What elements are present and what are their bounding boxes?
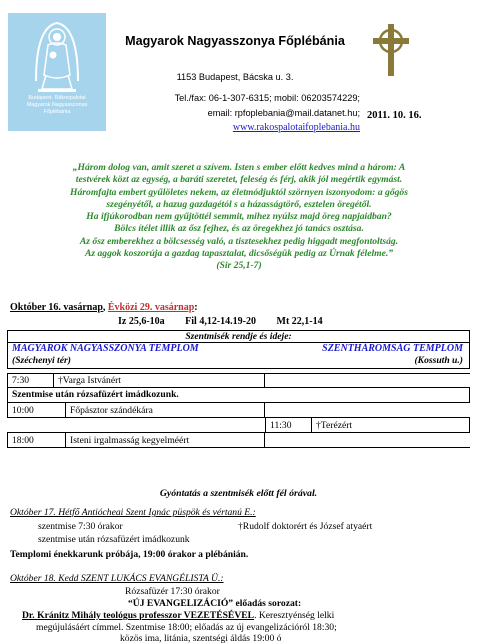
monday-intention: †Rudolf doktorért és József atyaért xyxy=(238,521,373,532)
quote-line: Az aggok koszorúja a gazdag tapasztalat, dicsőségük pedig az Úrnak félelme.” xyxy=(84,248,394,260)
sunday-date: Október 16. vasárnap xyxy=(10,302,103,313)
lecture-line-2: megújulásáért címmel. Szentmise 18:00; előadás az új evangelizációról 18:30; xyxy=(36,622,337,633)
quote-line: Az ősz emberekhez a bölcsesség való, a tisztesekhez pedig higgadt megfontoltság. xyxy=(79,235,399,247)
mass-schedule-table xyxy=(7,330,470,448)
parish-logo xyxy=(8,13,106,131)
quote-line: „Három dolog van, amit szeret a szívem. Isten s ember előtt kedves mind a három: A xyxy=(72,162,406,173)
quote-line: Ha ifjúkorodban nem gyűjtöttél semmit, mihez nyúlsz majd öreg napjaidban? xyxy=(86,211,392,223)
mass-intention: †Varga Istvánért xyxy=(53,374,265,387)
mass-time: 10:00 xyxy=(7,403,65,417)
monday-mass: szentmise 7:30 órakor xyxy=(38,521,123,532)
bulletin-date: 2011. 10. 16. xyxy=(367,110,422,121)
mass-time: 7:30 xyxy=(7,374,53,387)
tuesday-rosary: Rózsafüzér 17:30 órakor xyxy=(125,586,220,597)
mass-intention: Főpásztor szándékára xyxy=(65,403,265,417)
reading-second: Fil 4,12-14.19-20 xyxy=(185,316,256,327)
cross-icon xyxy=(367,22,415,78)
website-link[interactable]: www.rakospalotaifoplebania.hu xyxy=(232,122,360,133)
lecturer-name: Dr. Kránitz Mihály teológus professzor VEZETÉSÉVEL xyxy=(22,610,255,621)
email-line: email: rpfoplebania@mail.datanet.hu; xyxy=(207,108,360,118)
tuesday-heading: Október 18. Kedd SZENT LUKÁCS EVANGÉLISTA Ü.: xyxy=(10,573,224,584)
church-left-name: MAGYAROK NAGYASSZONYA TEMPLOM xyxy=(12,343,199,354)
confession-note: Gyóntatás a szentmisék előtt fél órával. xyxy=(159,488,318,499)
quote-citation: (Sir 25,1-7) xyxy=(216,260,262,272)
monday-rosary: szentmise után rózsafüzért imádkozunk xyxy=(38,534,190,545)
lecture-series-title: “ÚJ EVANGELIZÁCIÓ” előadás sorozat: xyxy=(128,598,302,609)
lecture-rest: . Keresztyénség lelki xyxy=(254,610,335,621)
phone-line: Tel./fax: 06-1-307-6315; mobil: 06203574229; xyxy=(174,93,360,103)
table-row xyxy=(7,403,470,418)
sunday-readings xyxy=(118,316,341,327)
rosary-note: Szentmise után rózsafüzért imádkozunk. xyxy=(12,389,179,400)
schedule-title-row xyxy=(7,330,470,343)
sunday-heading xyxy=(10,302,198,313)
mass-intention: Isteni irgalmasság kegyelméért xyxy=(65,433,265,447)
schedule-title: Szentmisék rendje és ideje: xyxy=(185,331,292,342)
parish-title: Magyarok Nagyasszonya Főplébánia xyxy=(125,34,345,48)
table-row xyxy=(7,373,470,388)
reading-gospel: Mt 22,1-14 xyxy=(276,316,323,327)
church-header-row xyxy=(7,343,470,369)
sunday-suffix: : xyxy=(194,302,198,313)
table-row xyxy=(7,433,470,448)
table-row xyxy=(7,388,470,403)
mass-time: 18:00 xyxy=(7,433,65,447)
logo-caption-3: Főplébánia xyxy=(43,109,71,115)
table-row xyxy=(7,418,470,433)
sunday-separator: , xyxy=(102,302,108,313)
quote-line: testvérek közt az egység, a baráti szeretet, feleség és férj, akik jól megértik egymást. xyxy=(75,174,403,186)
address: 1153 Budapest, Bácska u. 3. xyxy=(176,72,294,82)
lecture-line-3: közös ima, litánia, szentségi áldás 19:00 ó xyxy=(120,633,282,644)
mass-intention: †Terézért xyxy=(311,418,470,432)
mass-time: 11:30 xyxy=(265,418,311,432)
scripture-quote xyxy=(4,162,474,273)
quote-line: szegényétől, a hazug gazdagétól s a házasságtörő, esztelen öregétől. xyxy=(106,198,372,210)
church-right-sub: (Kossuth u.) xyxy=(414,355,463,366)
logo-caption-2: Magyarok Nagyasszonya xyxy=(26,102,88,108)
quote-line: Háromfajta embert gyűlöletes nekem, az életmódjuktól szörnyen iszonyodom: a gőgös xyxy=(70,186,408,198)
quote-line: Bölcs ítélet illik az ősz fejhez, és az öregekhez jó tanács osztása. xyxy=(114,223,364,235)
sunday-feast: Évközi 29. vasárnap xyxy=(107,302,195,313)
lecture-line xyxy=(22,610,334,621)
logo-caption-1: Budapest- Rákospalotai xyxy=(28,95,86,101)
monday-heading: Október 17. Hétfő Antiócheai Szent Ignác püspök és vértanú E.: xyxy=(10,507,256,518)
reading-first: Iz 25,6-10a xyxy=(118,316,165,327)
choir-rehearsal: Templomi énekkarunk próbája, 19:00 órakor a plébánián. xyxy=(10,549,249,560)
church-right-name: SZENTHÁROMSÁG TEMPLOM xyxy=(322,343,463,354)
church-left-sub: (Széchenyi tér) xyxy=(12,355,71,366)
